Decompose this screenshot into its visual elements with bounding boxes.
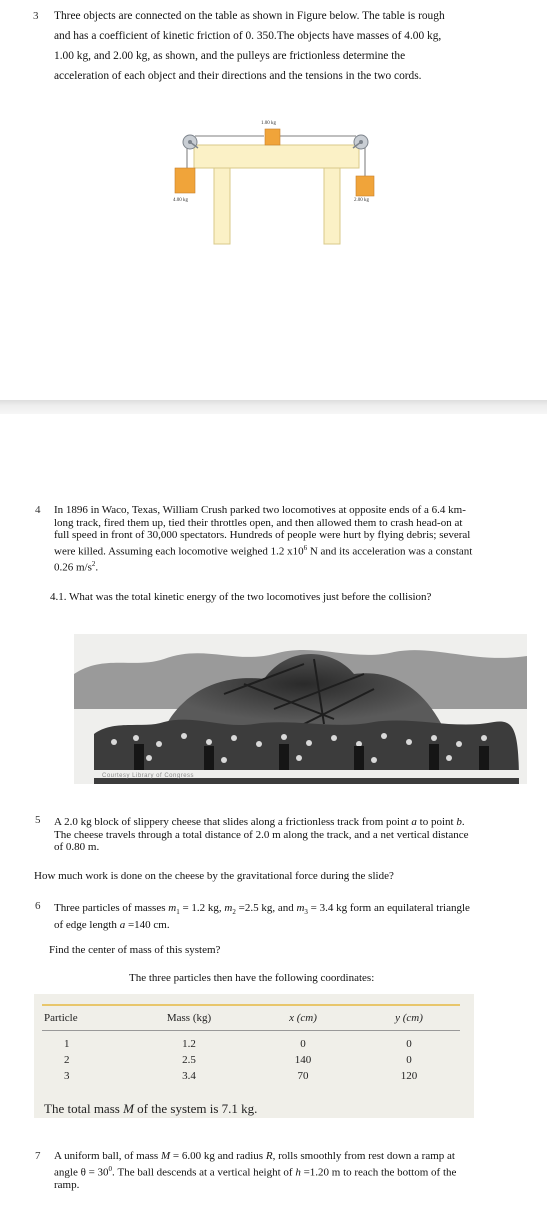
text-segment: The total mass bbox=[44, 1101, 124, 1116]
table-cell: 120 bbox=[400, 1070, 418, 1082]
question-number: 6 bbox=[35, 900, 41, 912]
var-m: m bbox=[224, 902, 233, 914]
table-cell: 1 bbox=[64, 1038, 70, 1050]
text-line: long track, fired them up, tied their throttles open, and then allowed them to crash head-on at bbox=[54, 516, 463, 529]
table-cell: 70 bbox=[297, 1070, 309, 1082]
text-line: 1.00 kg, and 2.00 kg, as shown, and the pulleys are frictionless determine the bbox=[54, 50, 406, 62]
crash-photo-drawing bbox=[74, 634, 527, 784]
page-separator bbox=[0, 400, 547, 414]
block-4kg bbox=[175, 168, 195, 193]
question-5-prompt: How much work is done on the cheese by the gravitational force during the slide? bbox=[34, 870, 394, 882]
text-segment: . bbox=[461, 816, 465, 828]
text-segment: 0.26 m/s bbox=[54, 561, 92, 574]
pulley-left-icon bbox=[183, 135, 198, 149]
text-segment: of the system is 7.1 kg. bbox=[133, 1101, 258, 1116]
pulley-table-figure bbox=[150, 112, 410, 247]
var-M: M bbox=[123, 1101, 134, 1116]
var-R: R bbox=[265, 1150, 273, 1162]
table-header-x: x (cm) bbox=[289, 1012, 317, 1024]
text-line: full speed in front of 30,000 spectators. Hundreds of people were hurt by flying debris; several bbox=[54, 529, 471, 542]
block-2kg bbox=[356, 176, 374, 196]
var-h: h bbox=[295, 1166, 301, 1179]
text-line: acceleration of each object and their directions and the tensions in the two cords. bbox=[54, 70, 422, 82]
mass-label-left: 4.00 kg bbox=[173, 198, 188, 203]
text-line: The cheese travels through a total distance of 2.0 m along the track, and a net vertical distance bbox=[54, 828, 469, 841]
table-drawing bbox=[194, 145, 359, 244]
var-a: a bbox=[119, 918, 126, 931]
text-line bbox=[54, 902, 470, 919]
block-1kg bbox=[265, 129, 280, 145]
var-m: m bbox=[168, 902, 177, 914]
text-segment: . The ball descends at a vertical height of bbox=[112, 1166, 296, 1179]
question-6-text bbox=[54, 902, 470, 931]
total-mass-statement bbox=[44, 1101, 257, 1117]
text-line: and has a coefficient of kinetic friction of 0. 350.The objects have masses of 4.00 kg, bbox=[54, 30, 442, 42]
text-segment: = 1.2 kg, bbox=[179, 902, 225, 914]
text-segment: = 6.00 kg and radius bbox=[170, 1150, 266, 1162]
question-3-text bbox=[54, 6, 445, 86]
text-segment: Three particles of masses bbox=[54, 902, 169, 914]
text-line bbox=[54, 1163, 456, 1179]
table-header-particle: Particle bbox=[44, 1012, 78, 1024]
var-m: m bbox=[296, 902, 305, 914]
text-segment: =140 cm. bbox=[125, 918, 170, 931]
table-header-y: y (cm) bbox=[395, 1012, 423, 1024]
sub-question-4-1: 4.1. What was the total kinetic energy of the two locomotives just before the collision? bbox=[50, 591, 432, 603]
table-cell: 1.2 bbox=[182, 1038, 196, 1050]
text-segment: A 2.0 kg block of slippery cheese that slides along a frictionless track from point bbox=[54, 816, 409, 828]
text-segment: , rolls smoothly from rest down a ramp at bbox=[272, 1150, 455, 1162]
question-6-find: Find the center of mass of this system? bbox=[49, 944, 221, 956]
table-cell: 0 bbox=[300, 1038, 306, 1050]
table-cell: 2.5 bbox=[182, 1054, 196, 1066]
exponent: 0 bbox=[108, 1164, 113, 1173]
text-segment: to point bbox=[416, 816, 457, 828]
text-segment: N and its acceleration was a constant bbox=[307, 545, 473, 558]
point-a: a bbox=[411, 816, 417, 828]
coordinates-intro: The three particles then have the following coordinates: bbox=[129, 972, 375, 984]
text-line: Three objects are connected on the table as shown in Figure below. The table is rough bbox=[54, 10, 445, 22]
mass-label-top: 1.00 kg bbox=[261, 121, 276, 126]
exponent: 6 bbox=[303, 543, 308, 552]
exponent: 2 bbox=[91, 560, 96, 569]
text-line: of 0.80 m. bbox=[54, 841, 100, 854]
table-cell: 2 bbox=[64, 1054, 70, 1066]
question-number: 4 bbox=[35, 504, 41, 516]
table-cell: 0 bbox=[406, 1054, 412, 1066]
pulley-right-icon bbox=[353, 135, 368, 149]
text-line bbox=[54, 1150, 456, 1163]
text-line bbox=[54, 558, 472, 574]
text-line: ramp. bbox=[54, 1178, 80, 1191]
text-line bbox=[54, 542, 472, 558]
question-number: 5 bbox=[35, 814, 41, 826]
text-segment: angle θ = 30 bbox=[54, 1166, 109, 1179]
crash-photo bbox=[74, 634, 527, 784]
mass-label-right: 2.00 kg bbox=[354, 198, 369, 203]
table-header-mass: Mass (kg) bbox=[166, 1012, 212, 1024]
subscript: 1 bbox=[176, 908, 180, 917]
text-segment: =1.20 m to reach the bottom of the bbox=[300, 1166, 457, 1179]
text-segment: =2.5 kg, and bbox=[235, 902, 297, 914]
table-header-rule bbox=[42, 1030, 460, 1031]
text-segment: were killed. Assuming each locomotive weighed 1.2 x10 bbox=[54, 545, 304, 558]
text-line bbox=[54, 919, 470, 932]
question-4-text bbox=[54, 504, 472, 574]
question-number: 7 bbox=[35, 1150, 41, 1162]
text-segment: = 3.4 kg form an equilateral triangle bbox=[307, 902, 470, 914]
table-cell: 3 bbox=[64, 1070, 70, 1082]
photo-credit: Courtesy Library of Congress bbox=[102, 773, 195, 779]
question-5-text bbox=[54, 816, 468, 854]
point-b: b bbox=[456, 816, 462, 828]
subscript: 2 bbox=[232, 908, 236, 917]
text-line: In 1896 in Waco, Texas, William Crush parked two locomotives at opposite ends of a 6.4 km- bbox=[54, 504, 466, 516]
subscript: 3 bbox=[304, 908, 308, 917]
table-top-rule bbox=[42, 1004, 460, 1006]
text-segment: . bbox=[95, 561, 99, 574]
question-7-text bbox=[54, 1150, 456, 1191]
table-cell: 140 bbox=[294, 1054, 312, 1066]
text-segment: A uniform ball, of mass bbox=[54, 1150, 161, 1162]
table-cell: 0 bbox=[406, 1038, 412, 1050]
table-cell: 3.4 bbox=[182, 1070, 196, 1082]
text-segment: of edge length bbox=[54, 918, 120, 931]
question-number: 3 bbox=[33, 10, 39, 22]
text-line bbox=[54, 816, 468, 829]
var-M: M bbox=[160, 1150, 171, 1162]
